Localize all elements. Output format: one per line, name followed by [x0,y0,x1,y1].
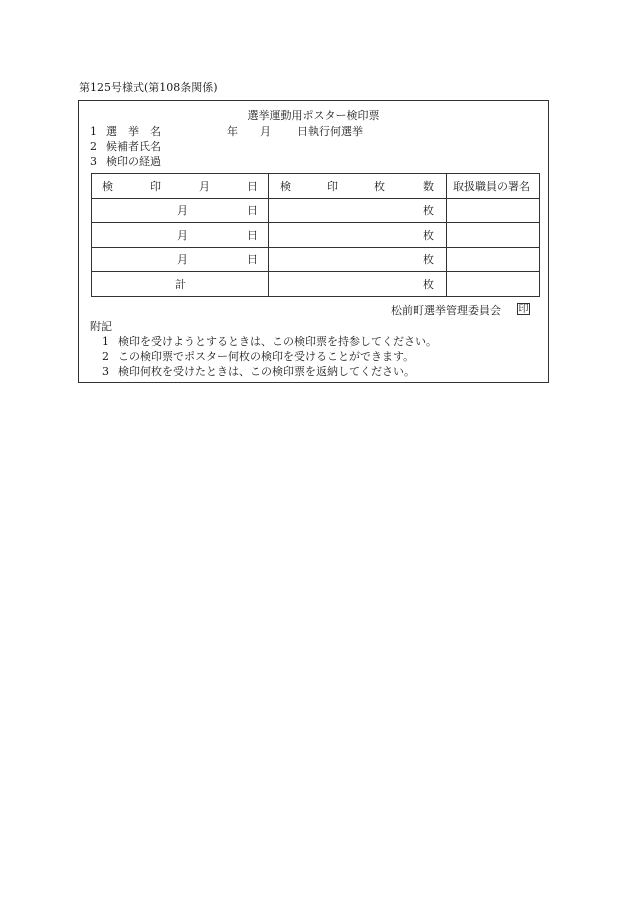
seal-box: 印 [518,304,529,315]
table-divider [91,222,540,223]
note-text: 検印を受けようとするときは、この検印票を持参してください。 [118,335,437,348]
table-border-left [91,173,92,297]
note-item [102,366,415,377]
header-cell: 月 [199,180,210,193]
header-cell: 検 [280,180,291,193]
table-divider [268,173,269,297]
row-day: 日 [247,253,258,266]
election-month-label: 月 [260,125,271,138]
election-day-label: 日執行何選挙 [297,125,363,138]
item-number: 2 [90,140,97,153]
header-cell: 印 [327,180,338,193]
item-inspection-history [90,156,161,167]
row-month: 月 [177,204,188,217]
note-number: 2 [102,350,109,363]
note-text: この検印票でポスター何枚の検印を受けることができます。 [118,350,415,363]
form-title: 選挙運動用ポスター検印票 [247,109,380,122]
table-divider [91,271,540,272]
row-month: 月 [177,229,188,242]
item-election-name [90,126,161,137]
note-number: 3 [102,365,109,378]
table-divider [446,173,447,297]
row-day: 日 [247,204,258,217]
note-text: 検印何枚を受けたときは、この検印票を返納してください。 [118,365,415,378]
item-candidate-name [90,141,161,152]
table-divider [91,247,540,248]
note-item [102,336,437,347]
table-border-right [539,173,540,297]
row-month: 月 [177,253,188,266]
table-border-top [91,173,540,174]
header-cell: 取扱職員の署名 [453,180,530,193]
total-label: 計 [175,278,186,291]
header-cell: 枚 [374,180,385,193]
item-label: 選 挙 名 [106,125,161,138]
row-unit: 枚 [423,204,434,217]
table-border-bottom [91,296,540,297]
note-number: 1 [102,335,109,348]
item-number: 1 [90,125,97,138]
row-unit: 枚 [423,229,434,242]
row-day: 日 [247,229,258,242]
notes-heading: 附記 [90,320,112,333]
committee-name: 松前町選挙管理委員会 [391,304,501,317]
header-cell: 検 [102,180,113,193]
inspection-table [91,173,540,297]
total-unit: 枚 [423,278,434,291]
election-year-label: 年 [227,125,238,138]
item-label: 検印の経過 [106,155,161,168]
item-label: 候補者氏名 [106,140,161,153]
item-number: 3 [90,155,97,168]
header-cell: 印 [150,180,161,193]
table-divider [91,198,540,199]
header-cell: 日 [247,180,258,193]
note-item [102,351,414,362]
inspection-form [78,100,549,383]
row-unit: 枚 [423,253,434,266]
form-number: 第125号様式(第108条関係) [79,81,218,94]
header-cell: 数 [423,180,434,193]
